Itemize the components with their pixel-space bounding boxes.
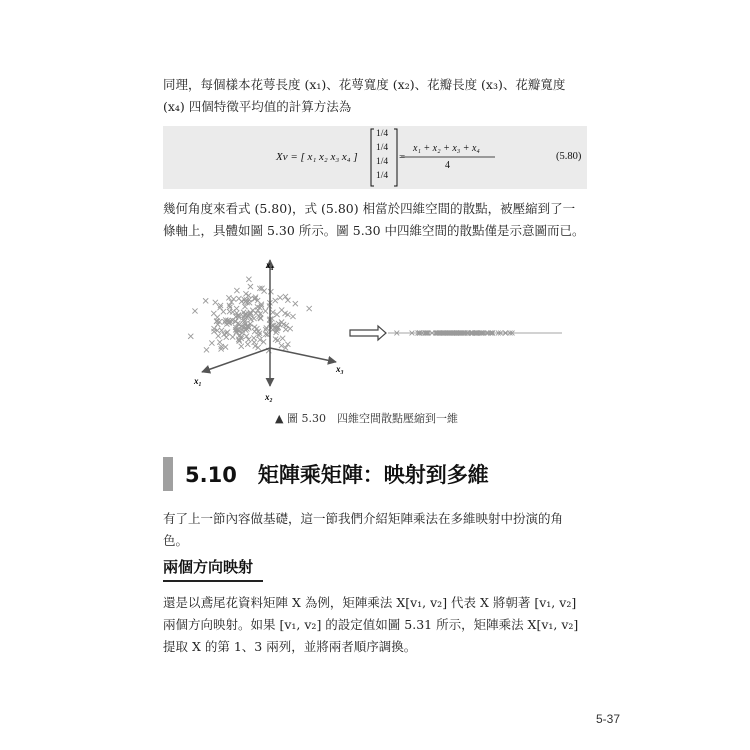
scatter-point bbox=[290, 314, 295, 319]
vector-entry-3: 1/4 bbox=[376, 157, 389, 167]
equation-box bbox=[163, 126, 587, 189]
scatter-cloud-4d bbox=[188, 277, 312, 353]
scatter-point bbox=[204, 347, 209, 352]
figure-5-30 bbox=[160, 248, 590, 410]
paragraph-4: 還是以鳶尾花資料矩陣 X 為例，矩陣乘法 X[v₁, v₂] 代表 X 將朝著 [v₁, v₂] 兩個方向映射。如果 [v₁, v₂] 的設定值如圖 5.31 所示，矩陣乘法 X[v₁, v₂] 提取 X 的第 1、3 兩列，並將兩者順序調換。 bbox=[163, 595, 579, 654]
scatter-point bbox=[243, 291, 248, 296]
scatter-point bbox=[203, 298, 208, 303]
scatter-point bbox=[245, 342, 250, 347]
scatter-point bbox=[230, 334, 235, 339]
scatter-point bbox=[277, 295, 282, 300]
scatter-point bbox=[293, 301, 298, 306]
vector-entry-2: 1/4 bbox=[376, 143, 389, 153]
subsection-underline bbox=[163, 580, 263, 582]
scatter-point bbox=[252, 329, 257, 334]
axis-x1 bbox=[202, 348, 270, 372]
scatter-point bbox=[236, 296, 241, 301]
axis-label-x1: x₁ bbox=[194, 376, 202, 386]
axis-x3 bbox=[270, 348, 336, 362]
vector-brackets bbox=[163, 126, 587, 189]
scatter-point bbox=[188, 334, 193, 339]
equation-number: (5.80) bbox=[556, 151, 582, 162]
scatter-point bbox=[216, 333, 221, 338]
axis-label-x3: x₃ bbox=[336, 364, 344, 374]
scatter-point bbox=[280, 336, 285, 341]
axis-label-x4: x₄ bbox=[266, 260, 274, 270]
equation-lhs: Xv = [ x₁ x₂ x₃ x₄ ] bbox=[276, 151, 358, 163]
scatter-point bbox=[288, 326, 293, 331]
section-bar bbox=[163, 457, 173, 491]
axis-label-x2: x₂ bbox=[265, 392, 273, 402]
scatter-point bbox=[221, 309, 226, 314]
scatter-point bbox=[234, 306, 239, 311]
scatter-point bbox=[239, 344, 244, 349]
scatter-point bbox=[273, 337, 278, 342]
scatter-point bbox=[246, 277, 251, 282]
paragraph-2: 幾何角度來看式 (5.80)，式 (5.80) 相當於四維空間的散點，被壓縮到了一條軸上，具體如圖 5.30 所示。圖 5.30 中四維空間的散點僅是示意圖而已。 bbox=[163, 201, 585, 238]
scatter-point bbox=[248, 284, 253, 289]
scatter-point bbox=[263, 308, 268, 313]
scatter-point bbox=[252, 340, 257, 345]
scatter-projection-diagram bbox=[160, 248, 590, 410]
fraction-denominator: 4 bbox=[445, 160, 450, 171]
equals-sign: = bbox=[399, 151, 406, 163]
scatter-point bbox=[209, 340, 214, 345]
page-number: 5-37 bbox=[596, 712, 621, 726]
subsection-heading bbox=[163, 556, 587, 577]
section-heading bbox=[163, 457, 587, 491]
scatter-point bbox=[307, 306, 312, 311]
scatter-point bbox=[217, 340, 222, 345]
projection-arrow bbox=[350, 326, 386, 340]
scatter-point bbox=[213, 300, 218, 305]
scatter-point bbox=[268, 289, 273, 294]
scatter-point bbox=[192, 308, 197, 313]
vector-entry-1: 1/4 bbox=[376, 129, 389, 139]
scatter-point bbox=[231, 296, 236, 301]
fraction-numerator: x₁ + x₂ + x₃ + x₄ bbox=[413, 143, 480, 154]
vector-entry-4: 1/4 bbox=[376, 171, 389, 181]
scatter-point bbox=[234, 288, 239, 293]
scatter-point bbox=[273, 298, 278, 303]
paragraph-1: 同理，每個樣本花萼長度 (x₁)、花萼寬度 (x₂)、花瓣長度 (x₃)、花瓣寬度 (x₄) 四個特徵平均值的計算方法為 bbox=[163, 77, 566, 114]
paragraph-3: 有了上一節內容做基礎，這一節我們介紹矩陣乘法在多維映射中扮演的角色。 bbox=[163, 511, 564, 548]
section-title: 5.10 矩陣乘矩陣：映射到多維 bbox=[185, 463, 489, 487]
subsection-title: 兩個方向映射 bbox=[163, 558, 254, 576]
scatter-point bbox=[273, 330, 278, 335]
figure-caption: ▲ 圖 5.30 四維空間散點壓縮到一維 bbox=[275, 412, 458, 425]
